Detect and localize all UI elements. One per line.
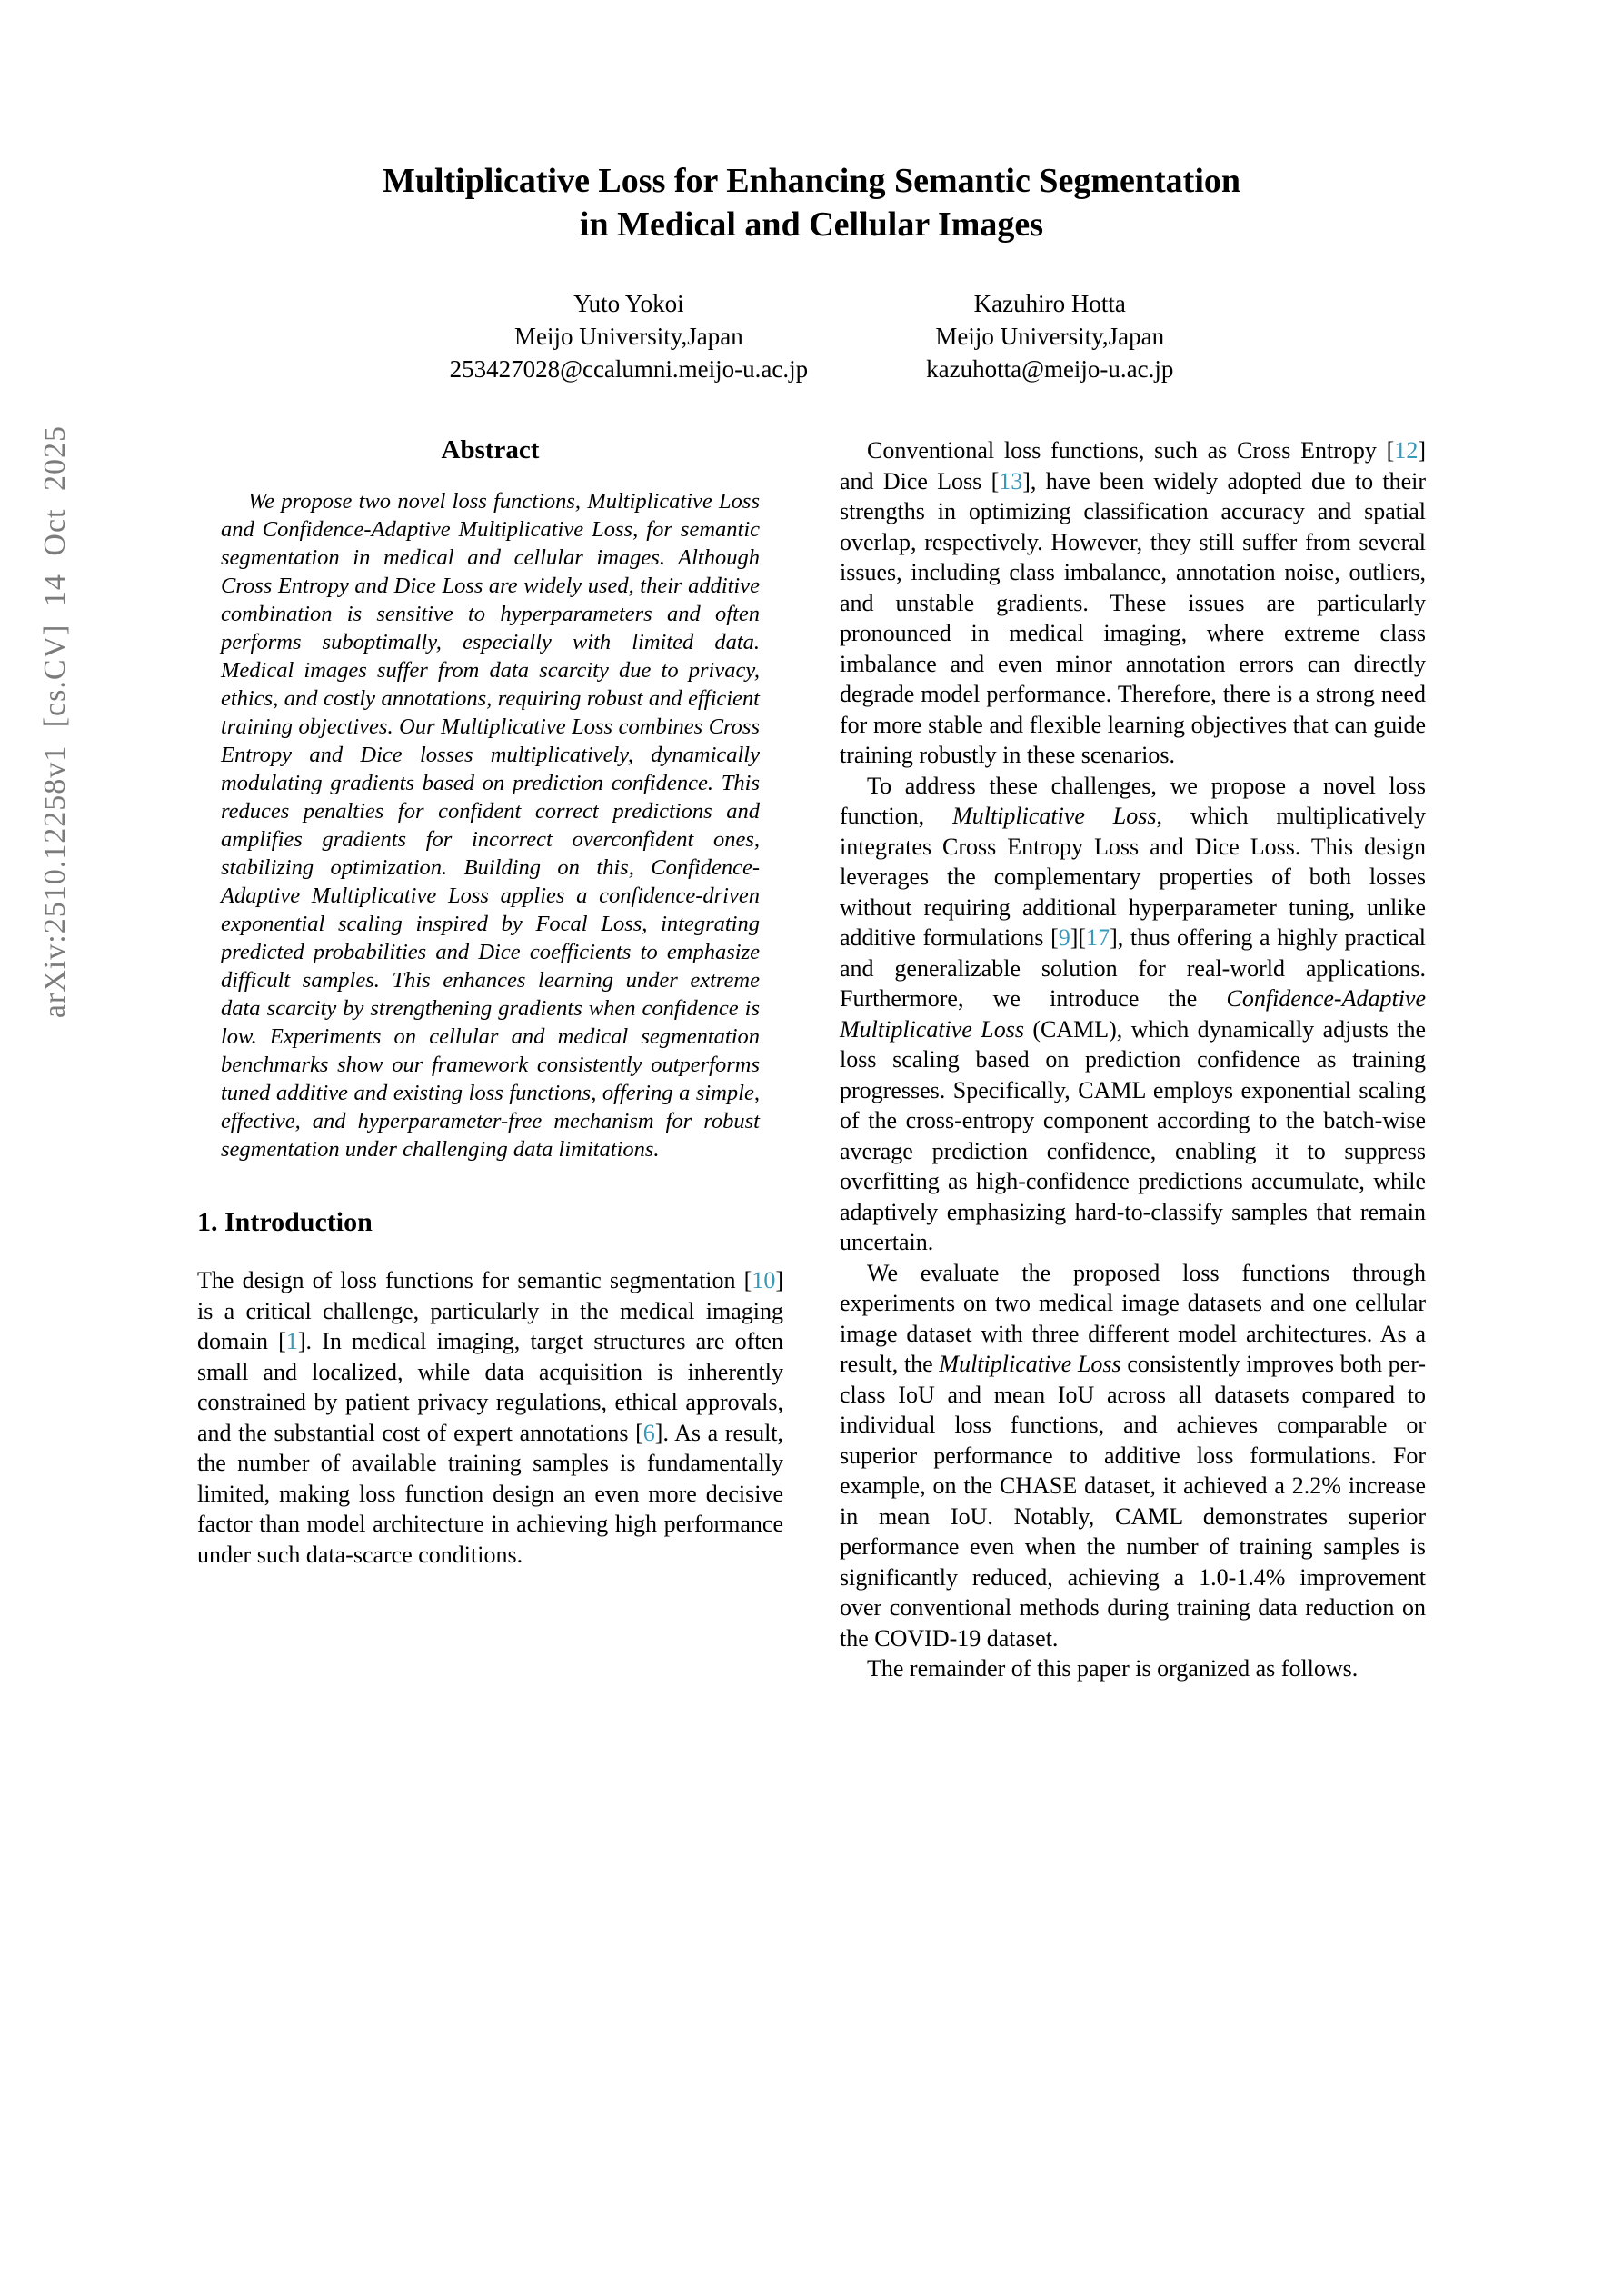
author-2-email[interactable]: kazuhotta@meijo-u.ac.jp (926, 355, 1174, 383)
right-paragraph-2: To address these challenges, we propose a novel loss function, Multiplicative Loss, which multiplicatively integrates Cross Entropy Loss and Dice Loss. This design leverages the complementary properties of both losses without requiring additional hyperparameter tuning, unlike additive formulations [9][17], thus offering a highly practical and generalizable solution for real-world applications. Furthermore, we introduce the Confidence-Adaptive Multiplicative Loss (CAML), which dynamically adjusts the loss scaling based on prediction confidence as training progresses. Specifically, CAML employs exponential scaling of the cross-entropy component according to the batch-wise average prediction confidence, enabling it to suppress overfitting as high-confidence predictions accumulate, while adaptively emphasizing hard-to-classify samples that remain uncertain. (840, 772, 1426, 1255)
citation-link[interactable]: 1 (285, 1328, 298, 1354)
right-column (840, 435, 1426, 1684)
emphasized-text: Multiplicative Loss (952, 803, 1157, 829)
emphasized-text: Multiplicative Loss (939, 1351, 1121, 1377)
citation-link[interactable]: 12 (1394, 437, 1419, 464)
abstract-text: We propose two novel loss functions, Multiplicative Loss and Confidence-Adaptive Multiplicative Loss, for semantic segmentation in medical and cellular images. Although Cross Entropy and Dice Loss are widely used, their additive combination is sensitive to hyperparameters and often performs suboptimally, especially with limited data. Medical images suffer from data scarcity due to privacy, ethics, and costly annotations, requiring robust and efficient training objectives. Our Multiplicative Loss combines Cross Entropy and Dice losses multiplicatively, dynamically modulating gradients based on prediction confidence. This reduces penalties for confident correct predictions and amplifies gradients for incorrect overconfident ones, stabilizing optimization. Building on this, Confidence-Adaptive Multiplicative Loss applies a confidence-driven exponential scaling inspired by Focal Loss, integrating predicted probabilities and Dice coefficients to emphasize difficult samples. This enhances learning under extreme data scarcity by strengthening gradients when confidence is low. Experiments on cellular and medical segmentation benchmarks show our framework consistently outperforms tuned additive and existing loss functions, offering a simple, effective, and hyperparameter-free mechanism for robust segmentation under challenging data limitations. (221, 489, 760, 1162)
citation-link[interactable]: 9 (1058, 924, 1070, 951)
paper-content (197, 0, 1426, 1684)
right-paragraph-4: The remainder of this paper is organized as follows. (867, 1655, 1359, 1682)
author-1-email[interactable]: 253427028@ccalumni.meijo-u.ac.jp (449, 355, 809, 383)
left-column (197, 435, 783, 1684)
two-column-body (197, 435, 1426, 1684)
paper-title-line1: Multiplicative Loss for Enhancing Semantic Segmentation (382, 162, 1241, 200)
citation-link[interactable]: 13 (999, 467, 1023, 494)
author-2 (926, 287, 1173, 385)
author-1-name: Yuto Yokoi (573, 290, 684, 317)
citation-link[interactable]: 10 (752, 1267, 776, 1293)
right-paragraph-1: Conventional loss functions, such as Cross Entropy [12] and Dice Loss [13], have been widely adopted due to their strengths in optimizing classification accuracy and spatial overlap, respectively. However, they still suffer from several issues, including class imbalance, annotation noise, outliers, and unstable gradients. These issues are particularly pronounced in medical imaging, where extreme class imbalance and even minor annotation errors can directly degrade model performance. Therefore, there is a strong need for more stable and flexible learning objectives that can guide training robustly in these scenarios. (840, 437, 1427, 768)
citation-link[interactable]: 17 (1086, 924, 1110, 951)
author-1-affiliation: Meijo University,Japan (514, 323, 743, 350)
section-heading-introduction: 1. Introduction (197, 1207, 373, 1237)
paper-title-line2: in Medical and Cellular Images (579, 205, 1044, 244)
author-1 (450, 287, 809, 385)
right-paragraph-3: We evaluate the proposed loss functions through experiments on two medical image datasets and one cellular image dataset with three different model architectures. As a result, the Multiplicative Loss consistently improves both per-class IoU and mean IoU across all datasets compared to individual loss functions, and achieves comparable or superior performance to additive loss formulations. For example, on the CHASE dataset, it achieved a 2.2% increase in mean IoU. Notably, CAML demonstrates superior performance even when the number of training samples is significantly reduced, achieving a 1.0-1.4% improvement over conventional methods during training data reduction on the COVID-19 dataset. (840, 1259, 1426, 1652)
arxiv-watermark: arXiv:2510.12258v1 [cs.CV] 14 Oct 2025 (38, 425, 72, 1019)
paper-title (197, 159, 1426, 246)
emphasized-text: Confidence-Adaptive Multiplicative Loss (840, 985, 1426, 1043)
author-block (197, 287, 1426, 385)
abstract-heading: Abstract (441, 435, 540, 464)
intro-paragraph-1: The design of loss functions for semantic segmentation [10] is a critical challenge, particularly in the medical imaging domain [1]. In medical imaging, target structures are often small and localized, while data acquisition is inherently constrained by patient privacy regulations, ethical approvals, and the substantial cost of expert annotations [6]. As a result, the number of available training samples is fundamentally limited, making loss function design an even more decisive factor than model architecture in achieving high performance under such data-scarce conditions. (197, 1267, 784, 1568)
author-2-name: Kazuhiro Hotta (973, 290, 1126, 317)
title-block (197, 0, 1426, 385)
author-2-affiliation: Meijo University,Japan (935, 323, 1165, 350)
citation-link[interactable]: 6 (642, 1419, 655, 1446)
